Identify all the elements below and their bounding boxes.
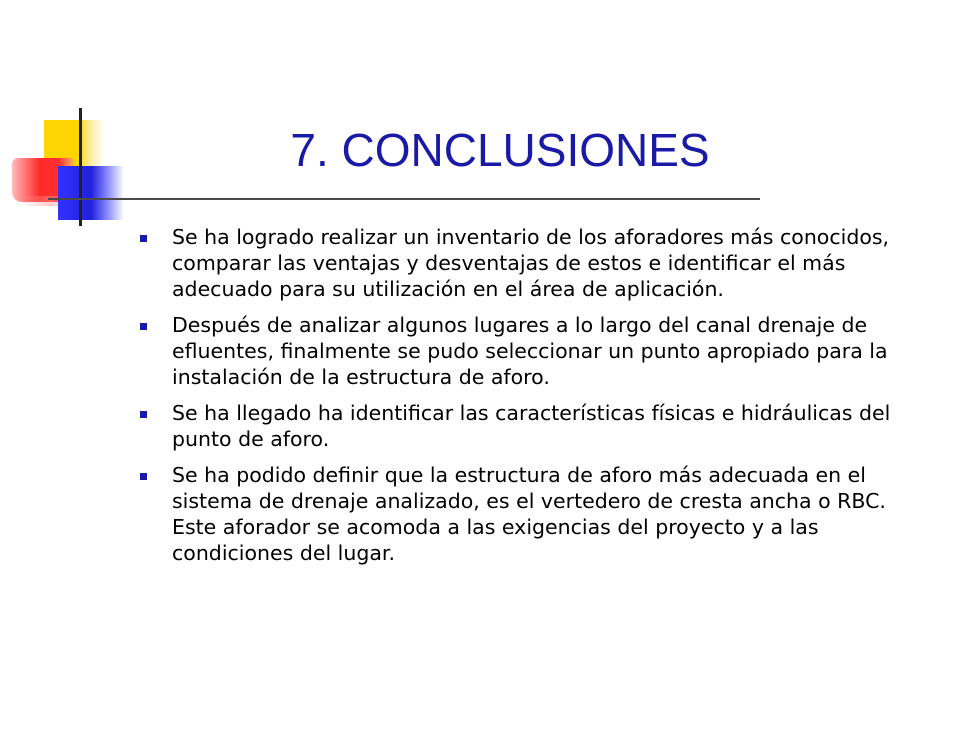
square-bullet-icon	[140, 411, 147, 418]
bullet-text: Se ha podido definir que la estructura de aforo más adecuada en el sistema de drenaje analizado, es el vertedero de cresta ancha o RBC. Este aforador se acomoda a las exigencias del proyecto y a las condiciones del lugar.	[172, 463, 886, 565]
bullet-text: Después de analizar algunos lugares a lo largo del canal drenaje de efluentes, finalmente se pudo seleccionar un punto apropiado para la instalación de la estructura de aforo.	[172, 313, 888, 389]
bullet-item	[136, 462, 936, 566]
title-underline	[48, 198, 760, 200]
bullet-text: Se ha llegado ha identificar las características físicas e hidráulicas del punto de aforo.	[172, 401, 891, 451]
bullet-text: Se ha logrado realizar un inventario de los aforadores más conocidos, comparar las ventajas y desventajas de estos e identificar el más adecuado para su utilización en el área de aplicación.	[172, 225, 890, 301]
slide-title: 7. CONCLUSIONES	[290, 124, 710, 176]
bullet-item	[136, 400, 936, 452]
square-bullet-icon	[140, 473, 147, 480]
square-bullet-icon	[140, 235, 147, 242]
bullet-list	[136, 224, 936, 576]
square-bullet-icon	[140, 323, 147, 330]
decorative-blue-square	[58, 166, 124, 220]
bullet-item	[136, 312, 936, 390]
bullet-item	[136, 224, 936, 302]
decorative-vertical-line	[79, 108, 82, 226]
